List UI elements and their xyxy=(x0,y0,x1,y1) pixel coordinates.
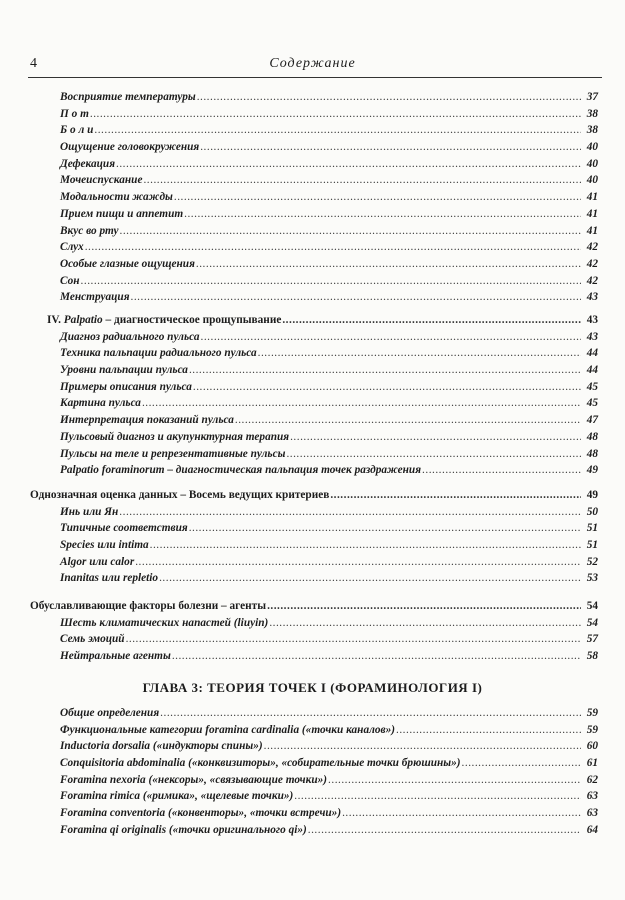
toc-entry[interactable] xyxy=(0,172,625,189)
entry-title: Вкус во рту xyxy=(60,224,119,237)
toc-entry[interactable] xyxy=(0,239,625,256)
entry-title: Восприятие температуры xyxy=(60,91,196,103)
dot-leader xyxy=(159,570,581,587)
toc-group-symptoms xyxy=(0,89,625,306)
page-ref: 63 xyxy=(586,790,598,803)
dot-leader xyxy=(197,89,581,106)
page-ref: 40 xyxy=(586,157,598,170)
dot-leader xyxy=(201,329,581,346)
toc-entry[interactable] xyxy=(0,462,625,479)
dot-leader xyxy=(196,256,581,273)
entry-title: Инь или Ян xyxy=(60,505,119,518)
section-title: – диагностическое прощупывание xyxy=(105,314,282,326)
page-ref: 41 xyxy=(586,224,598,237)
page-ref: 43 xyxy=(586,291,598,304)
dot-leader xyxy=(94,122,581,139)
dot-leader xyxy=(116,156,581,173)
entry-title: Шесть климатических напастей (liuyin) xyxy=(60,616,269,629)
dot-leader xyxy=(150,537,581,554)
dot-leader xyxy=(286,446,581,463)
toc-entry[interactable] xyxy=(0,755,625,772)
dot-leader xyxy=(126,631,581,648)
page-ref: 44 xyxy=(586,347,598,360)
entry-title: Менструация xyxy=(60,291,130,304)
toc-entry[interactable] xyxy=(0,223,625,240)
dot-leader xyxy=(143,172,581,189)
toc-entry[interactable] xyxy=(0,362,625,379)
entry-title: Мочеиспускание xyxy=(60,174,143,187)
entry-title: Общие определения xyxy=(60,707,160,719)
toc-entry[interactable] xyxy=(0,122,625,139)
entry-title: Семь эмоций xyxy=(60,633,125,646)
dot-leader xyxy=(189,362,581,379)
toc-entry[interactable] xyxy=(0,520,625,537)
page-ref: 51 xyxy=(586,522,598,535)
dot-leader xyxy=(269,615,581,632)
toc-entry[interactable] xyxy=(0,329,625,346)
entry-title: Техника пальпации радиального пульса xyxy=(60,347,257,360)
toc-entry[interactable] xyxy=(0,206,625,223)
page-ref: 43 xyxy=(586,330,598,343)
entry-title: Типичные соответствия xyxy=(60,522,188,535)
dot-leader xyxy=(193,379,581,396)
dot-leader xyxy=(308,822,581,839)
section-title: Однозначная оценка данных – Восемь ведущих критериев xyxy=(30,489,330,501)
entry-title: Foramina conventoria («конвенторы», «точки встречи») xyxy=(60,807,342,820)
page-ref: 40 xyxy=(586,174,598,187)
toc-entry[interactable] xyxy=(0,412,625,429)
toc-entry[interactable] xyxy=(0,504,625,521)
page-ref: 49 xyxy=(586,489,598,501)
toc-entry[interactable] xyxy=(0,256,625,273)
dot-leader xyxy=(85,239,581,256)
dot-leader xyxy=(90,106,581,123)
toc-entry[interactable] xyxy=(0,722,625,739)
dot-leader xyxy=(294,788,581,805)
toc-entry[interactable] xyxy=(0,345,625,362)
entry-title: Картина пульса xyxy=(60,397,141,410)
entry-title: Модальности жажды xyxy=(60,191,173,204)
entry-title: Пульсы на теле и репрезентативные пульсы xyxy=(60,447,286,460)
toc-entry[interactable] xyxy=(0,788,625,805)
dot-leader xyxy=(264,738,581,755)
entry-title: Inductoria dorsalia («индукторы спины») xyxy=(60,740,263,753)
toc-entry[interactable] xyxy=(0,429,625,446)
dot-leader xyxy=(184,206,581,223)
page-number: 4 xyxy=(30,56,37,71)
page-ref: 64 xyxy=(586,823,598,836)
page-ref: 48 xyxy=(586,447,598,460)
toc-entry[interactable] xyxy=(0,446,625,463)
dot-leader xyxy=(142,395,581,412)
entry-title: Ощущение головокружения xyxy=(60,141,200,154)
entry-title: Слух xyxy=(60,241,84,254)
dot-leader xyxy=(81,273,581,290)
entry-title: Интерпретация показаний пульса xyxy=(60,414,234,427)
dot-leader xyxy=(462,755,581,772)
dot-leader xyxy=(267,598,581,615)
toc-entry[interactable] xyxy=(0,648,625,665)
page-ref: 42 xyxy=(586,274,598,287)
entry-title: Species или intima xyxy=(60,539,149,552)
entry-title: Дефекация xyxy=(60,157,116,170)
dot-leader xyxy=(174,189,581,206)
toc-entry[interactable] xyxy=(0,106,625,123)
page-ref: 38 xyxy=(586,107,598,120)
toc-entry[interactable] xyxy=(0,738,625,755)
toc-heading-palpatio[interactable] xyxy=(0,312,625,329)
toc-group-agents xyxy=(0,598,625,665)
entry-title: Foramina qi originalis («точки оригинального qi») xyxy=(60,823,307,836)
page-ref: 58 xyxy=(586,650,598,663)
entry-title: Особые глазные ощущения xyxy=(60,257,195,270)
entry-title: Функциональные категории foramina cardinalia («точки каналов») xyxy=(60,723,396,736)
page-ref: 61 xyxy=(586,757,598,770)
page-ref: 63 xyxy=(586,807,598,820)
dot-leader xyxy=(119,504,581,521)
toc-entry[interactable] xyxy=(0,772,625,789)
toc-heading-eight-criteria[interactable] xyxy=(0,487,625,504)
page-ref: 43 xyxy=(586,314,598,326)
running-header-title: Содержание xyxy=(269,56,356,71)
page-ref: 60 xyxy=(586,740,598,753)
toc-entry[interactable] xyxy=(0,631,625,648)
toc-entry[interactable] xyxy=(0,395,625,412)
page-ref: 47 xyxy=(586,414,598,427)
chapter-3-title[interactable]: ГЛАВА 3: ТЕОРИЯ ТОЧЕК I (ФОРАМИНОЛОГИЯ I) xyxy=(142,680,483,695)
toc-entry[interactable] xyxy=(0,139,625,156)
toc-entry[interactable] xyxy=(0,89,625,106)
page-ref: 44 xyxy=(586,364,598,377)
page-ref: 45 xyxy=(586,380,598,393)
dot-leader xyxy=(282,312,581,329)
section-title: Обуславливающие факторы болезни – агенты xyxy=(30,600,267,612)
toc-heading-agents[interactable] xyxy=(0,598,625,615)
dot-leader xyxy=(342,805,581,822)
entry-title: Inanitas или repletio xyxy=(60,572,159,585)
page-ref: 62 xyxy=(586,773,598,786)
page-ref: 48 xyxy=(586,430,598,443)
page-ref: 54 xyxy=(586,616,598,629)
section-number: IV. xyxy=(47,314,61,326)
dot-leader xyxy=(200,139,581,156)
dot-leader xyxy=(235,412,581,429)
page-ref: 52 xyxy=(586,555,598,568)
toc-group-eight-criteria xyxy=(0,487,625,587)
toc-entry[interactable] xyxy=(0,537,625,554)
header-rule xyxy=(28,77,602,78)
toc-entry[interactable] xyxy=(0,805,625,822)
entry-title: Нейтральные агенты xyxy=(60,650,171,663)
entry-title: Algor или calor xyxy=(60,555,135,568)
toc-group-chapter-3 xyxy=(0,705,625,839)
page-ref: 54 xyxy=(586,600,598,612)
dot-leader xyxy=(422,462,581,479)
entry-title: Сон xyxy=(60,274,80,287)
dot-leader xyxy=(120,223,581,240)
page-ref: 37 xyxy=(586,91,598,103)
entry-title: Conquisitoria abdominalia («конквизиторы», «собирательные точки брюшины») xyxy=(60,757,461,770)
dot-leader xyxy=(135,554,581,571)
page-ref: 38 xyxy=(586,124,598,137)
page-ref: 51 xyxy=(586,539,598,552)
entry-title: П о т xyxy=(60,107,89,120)
entry-title: Примеры описания пульса xyxy=(60,380,192,393)
dot-leader xyxy=(258,345,581,362)
dot-leader xyxy=(131,289,581,306)
toc-entry[interactable] xyxy=(0,554,625,571)
page-ref: 41 xyxy=(586,191,598,204)
toc-entry[interactable] xyxy=(0,156,625,173)
toc-entry[interactable] xyxy=(0,379,625,396)
entry-title: Foramina rimica («римика», «щелевые точки») xyxy=(60,790,294,803)
page-ref: 57 xyxy=(586,633,598,646)
page-ref: 50 xyxy=(586,505,598,518)
entry-title: Прием пищи и аппетит xyxy=(60,207,184,220)
section-latin-title: Palpatio xyxy=(63,314,103,326)
toc-entry[interactable] xyxy=(0,705,625,722)
toc-entry[interactable] xyxy=(0,289,625,306)
entry-title: Foramina nexoria («нексоры», «связывающие точки») xyxy=(60,773,328,786)
dot-leader xyxy=(160,705,581,722)
dot-leader xyxy=(290,429,581,446)
page-ref: 59 xyxy=(586,707,598,719)
toc-entry[interactable] xyxy=(0,822,625,839)
entry-title: Б о л и xyxy=(60,124,94,137)
dot-leader xyxy=(328,772,581,789)
page-ref: 41 xyxy=(586,207,598,220)
page-ref: 49 xyxy=(586,464,598,477)
dot-leader xyxy=(172,648,581,665)
dot-leader xyxy=(396,722,581,739)
toc-entry[interactable] xyxy=(0,189,625,206)
page-ref: 59 xyxy=(586,723,598,736)
dot-leader xyxy=(189,520,581,537)
page-ref: 45 xyxy=(586,397,598,410)
entry-title: Уровни пальпации пульса xyxy=(60,364,188,377)
entry-title: Диагноз радиального пульса xyxy=(60,330,200,343)
toc-entry[interactable] xyxy=(0,273,625,290)
toc-group-palpatio xyxy=(0,312,625,479)
page-ref: 42 xyxy=(586,257,598,270)
dot-leader xyxy=(330,487,581,504)
page-ref: 53 xyxy=(586,572,598,585)
entry-title: Palpatio foraminorum – диагностическая пальпация точек раздражения xyxy=(60,464,422,477)
toc-entry[interactable] xyxy=(0,615,625,632)
page-ref: 40 xyxy=(586,141,598,154)
page-ref: 42 xyxy=(586,241,598,254)
toc-entry[interactable] xyxy=(0,570,625,587)
entry-title: Пульсовый диагноз и акупунктурная терапия xyxy=(60,430,290,443)
